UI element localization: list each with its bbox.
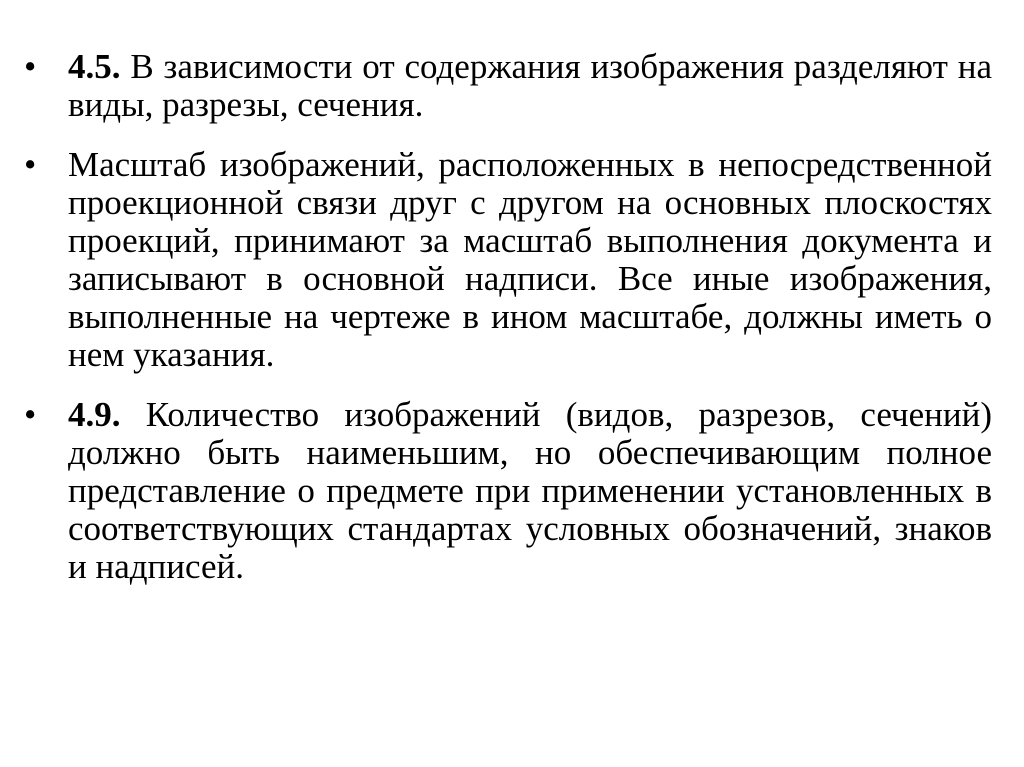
- clause-text: В зависимости от содержания изображения разделяют на виды, разрезы, сечения.: [68, 47, 993, 124]
- clause-text: Количество изображений (видов, разрезов, сечений) должно быть наименьшим, но обеспечивающим полное представление о предмете при применении установленных в соответствующих стандартах условных обозначений, знаков и надписей.: [68, 395, 992, 586]
- paragraph-text: [68, 396, 992, 586]
- paragraph-text: [68, 146, 992, 374]
- list-item: [24, 48, 992, 124]
- paragraph-text: [68, 48, 992, 124]
- bullet-list: [24, 48, 992, 586]
- clause-text: Масштаб изображений, расположенных в непосредственной проекционной связи друг с другом на основных плоскостях проекций, принимают за масштаб выполнения документа и записывают в основной надписи. Все иные изображения, выполненные на чертеже в ином масштабе, должны иметь о нем указания.: [68, 145, 992, 374]
- bullet-icon: •: [24, 47, 37, 86]
- bullet-icon: •: [24, 395, 37, 434]
- clause-number: 4.5.: [68, 47, 121, 86]
- bullet-icon: •: [24, 145, 37, 184]
- list-item: [24, 146, 992, 374]
- list-item: [24, 396, 992, 586]
- clause-number: 4.9.: [68, 395, 121, 434]
